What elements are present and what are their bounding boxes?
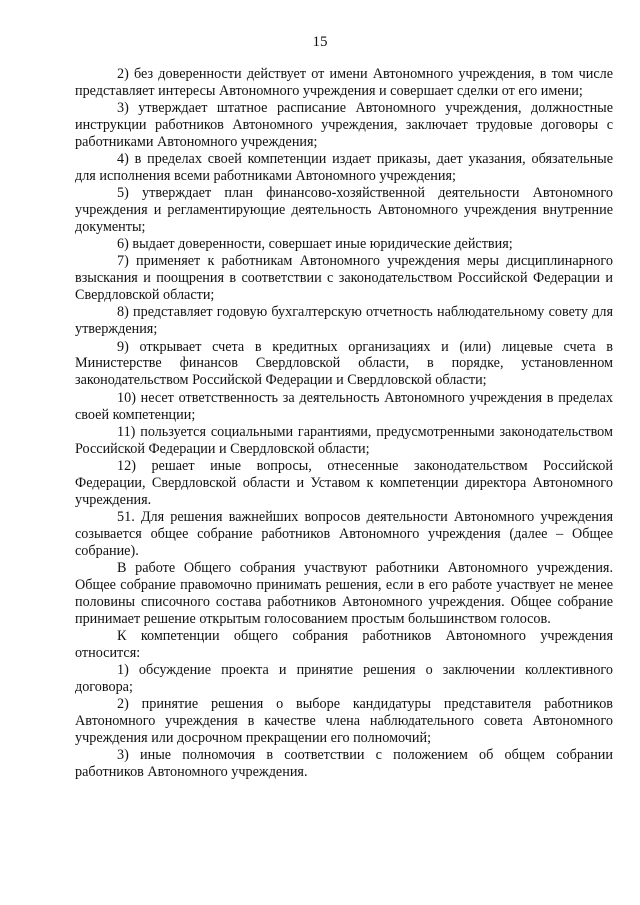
paragraph-item-5: 5) утверждает план финансово-хозяйственной деятельности Автономного учреждения и регламентирующие деятельность Автономного учреждения внутренние документы; bbox=[75, 185, 613, 236]
paragraph-item-7: 7) применяет к работникам Автономного учреждения меры дисциплинарного взыскания и поощрения в соответствии с законодательством Российской Федерации и Свердловской области; bbox=[75, 253, 613, 304]
paragraph-competence-item-2: 2) принятие решения о выборе кандидатуры представителя работников Автономного учреждения в качестве члена наблюдательного совета Автономного учреждения или досрочном прекращении его полномочий; bbox=[75, 695, 613, 746]
paragraph-item-3: 3) утверждает штатное расписание Автономного учреждения, должностные инструкции работников Автономного учреждения, заключает трудовые договоры с работниками Автономного учреждения; bbox=[75, 100, 613, 150]
paragraph-clause-51: 51. Для решения важнейших вопросов деятельности Автономного учреждения созывается общее собрание работников Автономного учреждения (далее – Общее собрание). bbox=[75, 508, 613, 559]
paragraph-item-9: 9) открывает счета в кредитных организациях и (или) лицевые счета в Министерстве финансов Свердловской области, в порядке, установленном законодательством Российской Федерации и Свердловской области; bbox=[75, 338, 613, 389]
paragraph-competence-item-1: 1) обсуждение проекта и принятие решения о заключении коллективного договора; bbox=[75, 661, 613, 695]
paragraph-item-4: 4) в пределах своей компетенции издает приказы, дает указания, обязательные для исполнения всеми работниками Автономного учреждения; bbox=[75, 151, 613, 185]
paragraph-item-2: 2) без доверенности действует от имени Автономного учреждения, в том числе представляет интересы Автономного учреждения и совершает сделки от его имени; bbox=[75, 66, 613, 99]
page-number: 15 bbox=[312, 34, 328, 50]
paragraph-item-12: 12) решает иные вопросы, отнесенные законодательством Российской Федерации, Свердловской области и Уставом к компетенции директора Автономного учреждения. bbox=[75, 457, 613, 508]
document-body bbox=[75, 66, 613, 781]
paragraph-competence-item-3: 3) иные полномочия в соответствии с положением об общем собрании работников Автономного учреждения. bbox=[75, 747, 613, 780]
paragraph-item-11: 11) пользуется социальными гарантиями, предусмотренными законодательством Российской Федерации и Свердловской области; bbox=[75, 423, 613, 457]
paragraph-general-meeting: В работе Общего собрания участвуют работники Автономного учреждения. Общее собрание правомочно принимать решения, если в его работе участвует не менее половины списочного состава работников Автономного учреждения. Общее собрание принимает решение открытым голосованием простым большинством голосов. bbox=[75, 559, 613, 627]
paragraph-item-8: 8) представляет годовую бухгалтерскую отчетность наблюдательному совету для утверждения; bbox=[75, 304, 613, 338]
paragraph-competence-intro: К компетенции общего собрания работников Автономного учреждения относится: bbox=[75, 627, 613, 661]
paragraph-item-6: 6) выдает доверенности, совершает иные юридические действия; bbox=[117, 236, 513, 253]
paragraph-item-10: 10) несет ответственность за деятельность Автономного учреждения в пределах своей компетенции; bbox=[75, 389, 613, 423]
